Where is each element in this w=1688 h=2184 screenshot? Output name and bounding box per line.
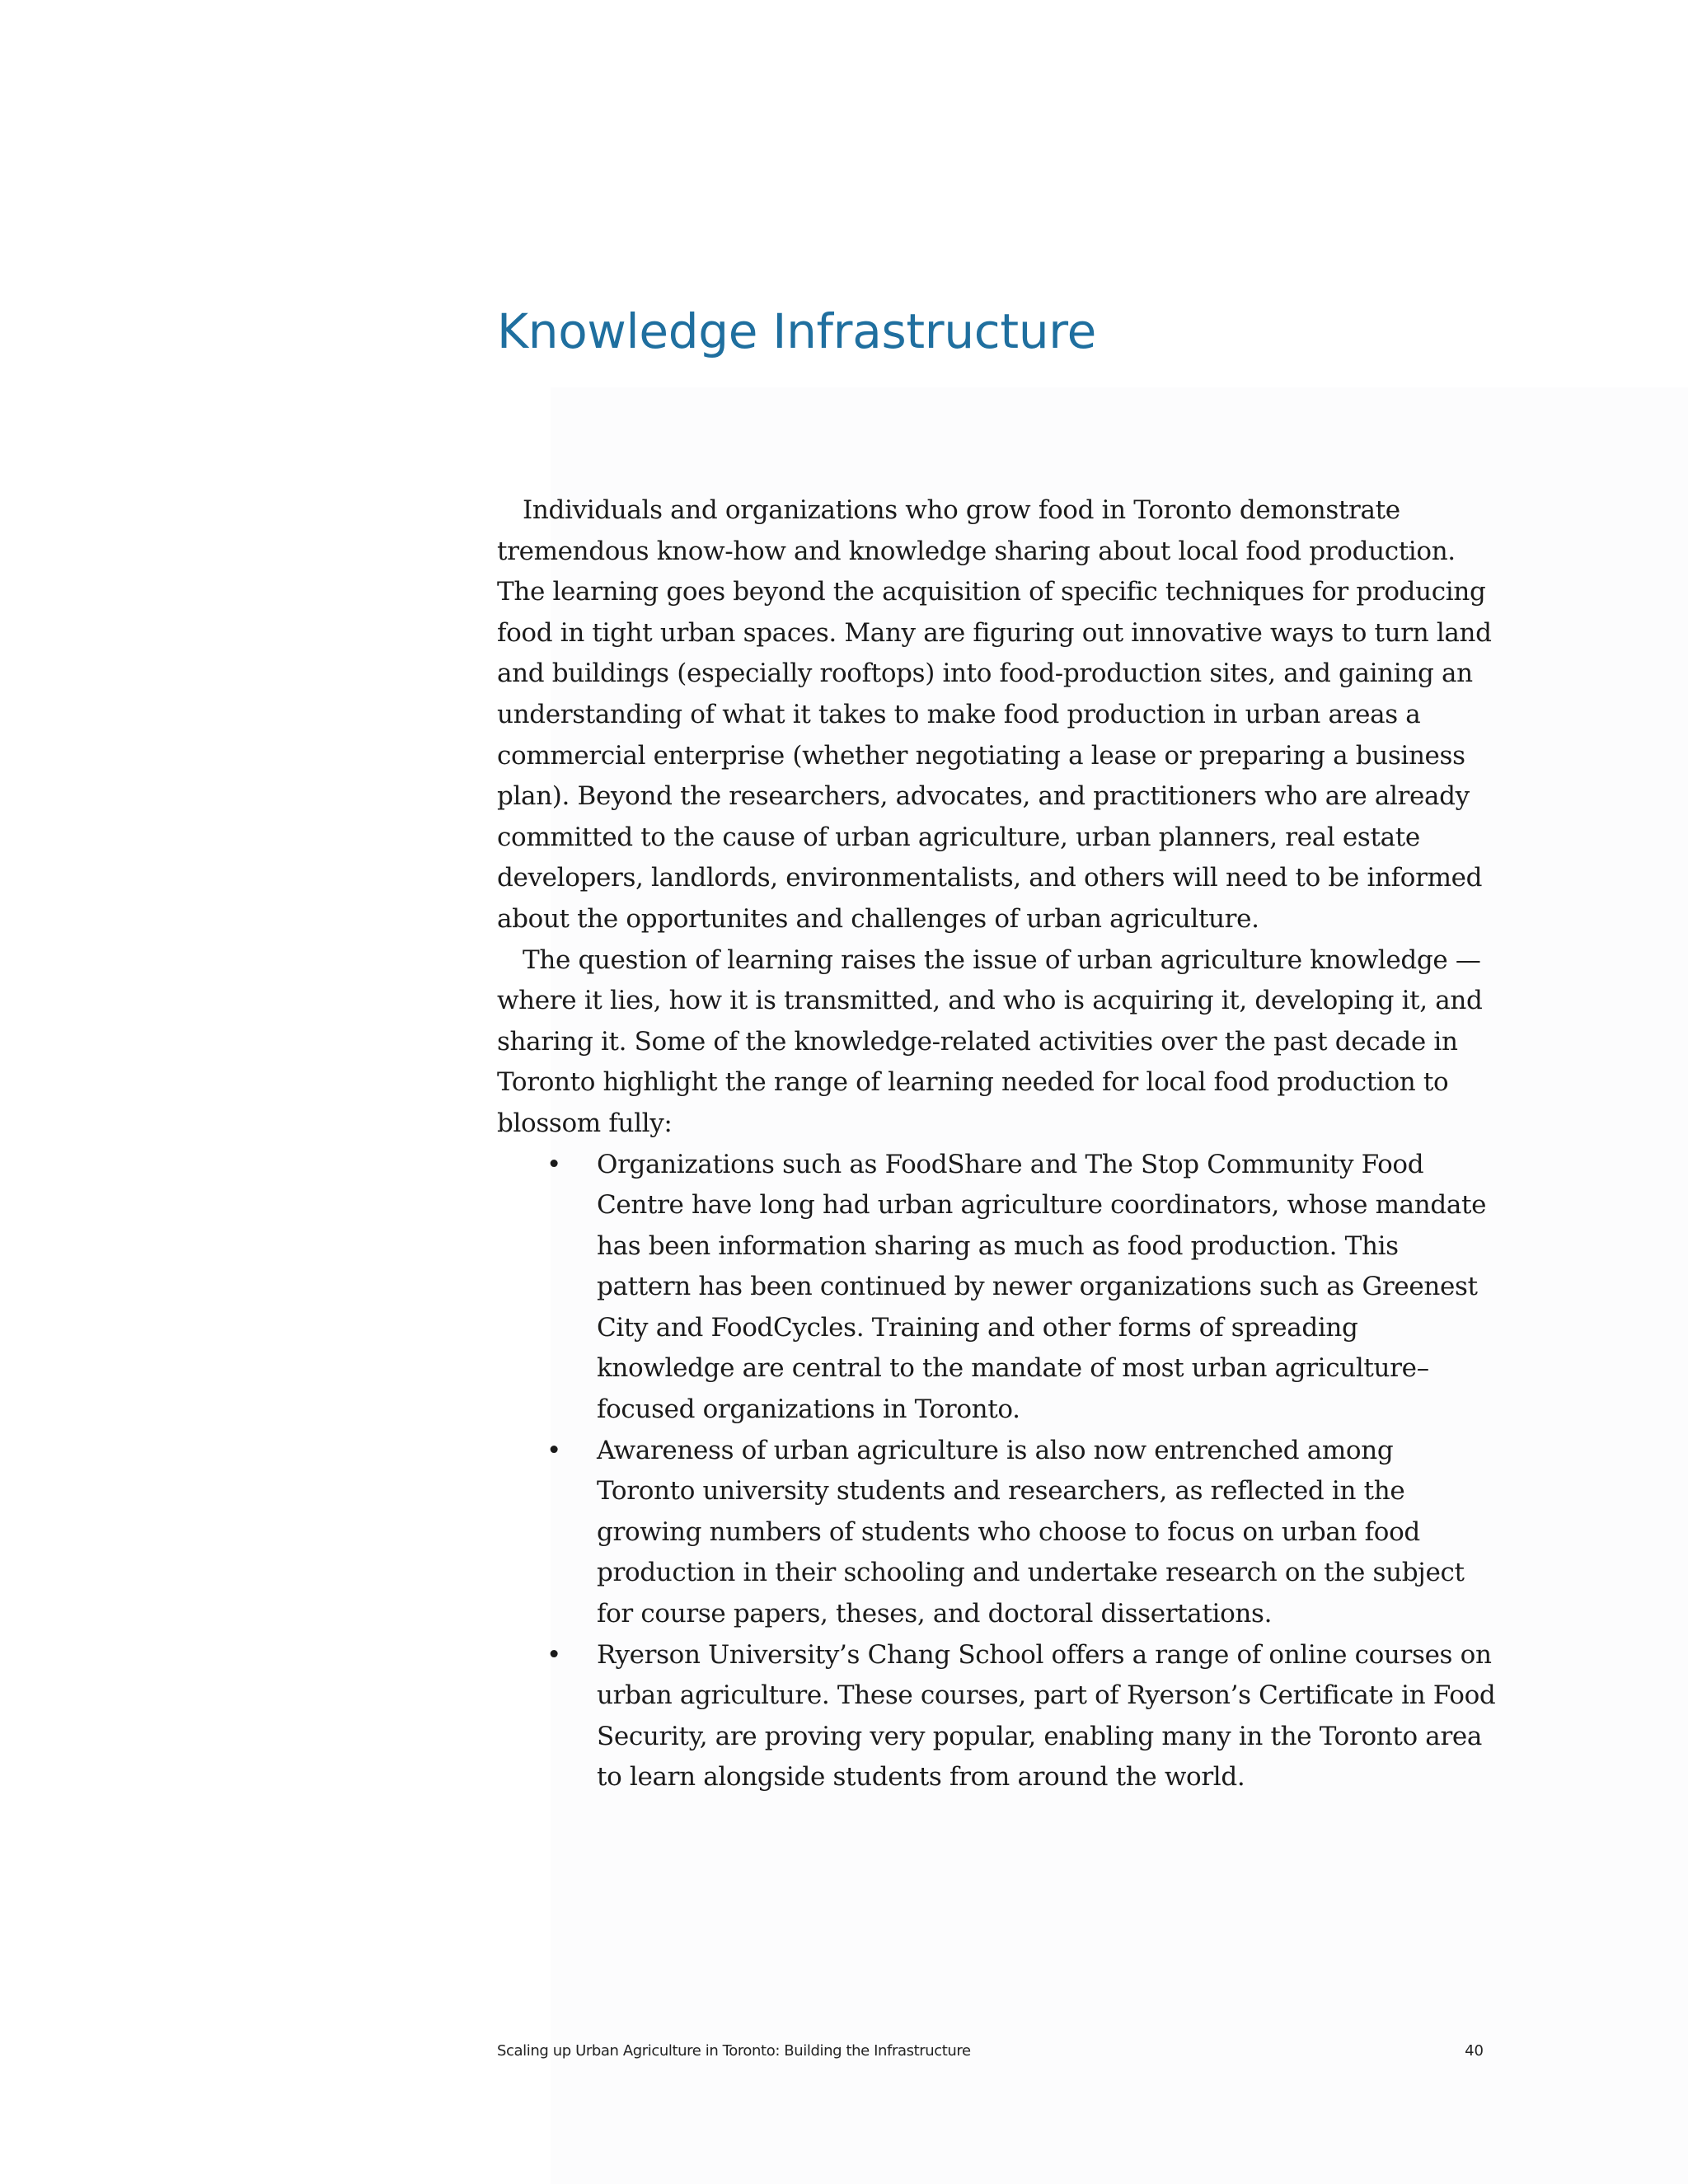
page-number: 40	[1465, 2042, 1484, 2060]
list-item	[546, 1145, 1498, 1431]
paragraph: Individuals and organizations who grow food in Toronto demonstrate tremendous know-how and knowledge sharing about local food production. The learning goes beyond the acquisition of specific techniques for producing food in tight urban spaces. Many are figuring out innovative ways to turn land and buildings (especially rooftops) into food-production sites, and gaining an understanding of what it takes to make food production in urban areas a commercial enterprise (whether negotiating a lease or preparing a business plan). Beyond the researchers, advocates, and practitioners who are already committed to the cause of urban agriculture, urban planners, real estate developers, landlords, environmentalists, and others will need to be informed about the opportunites and challenges of urban agriculture.	[497, 495, 1492, 934]
list-item	[546, 1635, 1498, 1798]
bullet-icon: •	[546, 1435, 561, 1465]
paragraph: The question of learning raises the issue of urban agriculture knowledge — where it lies, how it is transmitted, and who is acquiring it, developing it, and sharing it. Some of the knowledge-related activities over the past decade in Toronto highlight the range of learning needed for local food production to blossom fully:	[497, 944, 1483, 1138]
bullet-list	[497, 1145, 1498, 1799]
list-item-text: Ryerson University’s Chang School offers a range of online courses on urban agriculture. These courses, part of Ryerson’s Certificate in Food Security, are proving very popular, enabling many in the Toronto area to learn alongside students from around the world.	[597, 1639, 1496, 1793]
footer-document-title: Scaling up Urban Agriculture in Toronto: Building the Infrastructure	[497, 2042, 971, 2060]
bullet-icon: •	[546, 1149, 561, 1179]
bullet-icon: •	[546, 1639, 561, 1670]
list-item	[546, 1431, 1498, 1635]
list-item-text: Organizations such as FoodShare and The Stop Community Food Centre have long had urban agriculture coordinators, whose mandate has been information sharing as much as food production. This pattern has been continued by newer organizations such as Greenest City and FoodCycles. Training and other forms of spreading knowledge are central to the mandate of most urban agriculture–focused organizations in Toronto.	[597, 1149, 1487, 1425]
section-heading: Knowledge Infrastructure	[497, 303, 1096, 359]
article-body	[497, 490, 1498, 1798]
list-item-text: Awareness of urban agriculture is also now entrenched among Toronto university students and researchers, as reflected in the growing numbers of students who choose to focus on urban food production in their schooling and undertake research on the subject for course papers, theses, and doctoral dissertations.	[597, 1435, 1465, 1629]
